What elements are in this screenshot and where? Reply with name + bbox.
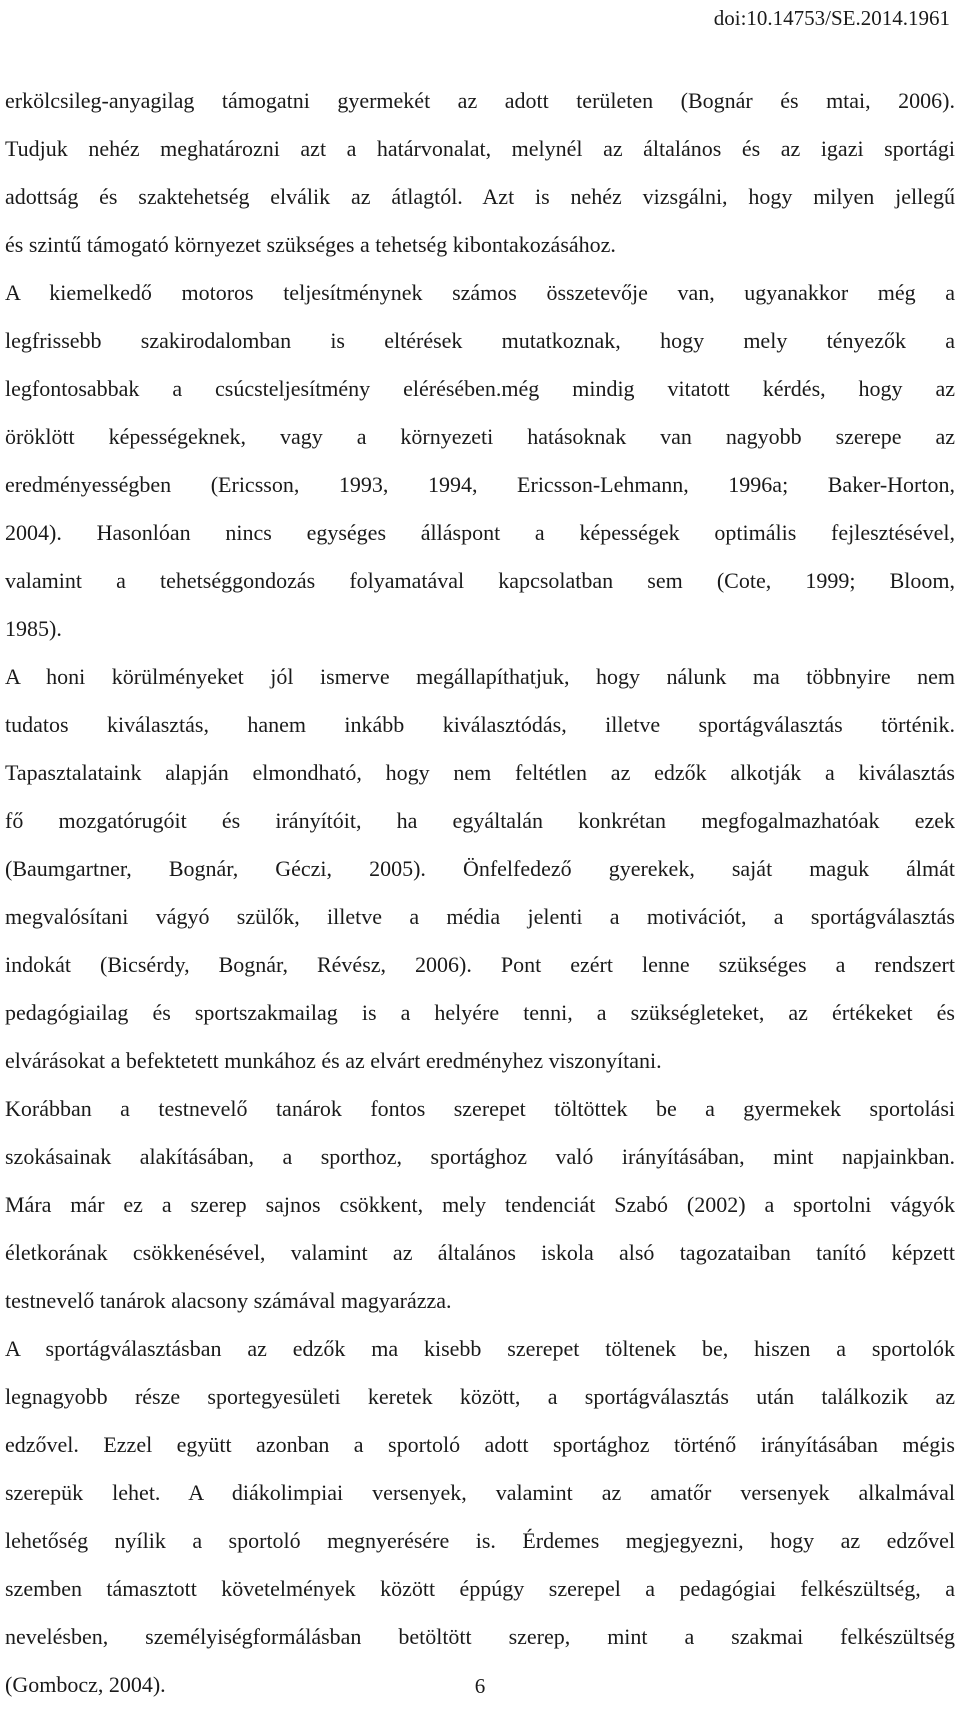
text-line: életkorának csökkenésével, valamint az általános iskola alsó tagozataiban tanító képzett bbox=[5, 1240, 955, 1265]
text-line: (Baumgartner, Bognár, Géczi, 2005). Önfelfedező gyerekek, saját maguk álmát bbox=[5, 856, 955, 881]
text-line: lehetőség nyílik a sportoló megnyerésére is. Érdemes megjegyezni, hogy az edzővel bbox=[5, 1528, 955, 1553]
text-line: nevelésben, személyiségformálásban betöltött szerep, mint a szakmai felkészültség bbox=[5, 1624, 955, 1649]
text-line: legfontosabbak a csúcsteljesítmény elérésében.még mindig vitatott kérdés, hogy az bbox=[5, 376, 955, 401]
text-line: öröklött képességeknek, vagy a környezeti hatásoknak van nagyobb szerepe az bbox=[5, 424, 955, 449]
text-line: valamint a tehetséggondozás folyamatával kapcsolatban sem (Cote, 1999; Bloom, bbox=[5, 568, 955, 593]
page-number: 6 bbox=[474, 1674, 486, 1698]
text-line: elvárásokat a befektetett munkához és az elvárt eredményhez viszonyítani. bbox=[5, 1048, 662, 1073]
text-line: A kiemelkedő motoros teljesítménynek számos összetevője van, ugyanakkor még a bbox=[5, 280, 955, 305]
text-line: szokásainak alakításában, a sporthoz, sportághoz való irányításában, mint napjainkban. bbox=[5, 1144, 955, 1169]
text-line: pedagógiailag és sportszakmailag is a helyére tenni, a szükségleteket, az értékeket és bbox=[5, 1000, 955, 1025]
body-text bbox=[5, 77, 955, 1709]
text-line: 2004). Hasonlóan nincs egységes álláspont a képességek optimális fejlesztésével, bbox=[5, 520, 955, 545]
text-line: erkölcsileg-anyagilag támogatni gyermekét az adott területen (Bognár és mtai, 2006). bbox=[5, 88, 955, 113]
text-line: edzővel. Ezzel együtt azonban a sportoló adott sportághoz történő irányításában mégis bbox=[5, 1432, 955, 1457]
text-line: indokát (Bicsérdy, Bognár, Révész, 2006). Pont ezért lenne szükséges a rendszert bbox=[5, 952, 955, 977]
text-line: és szintű támogató környezet szükséges a tehetség kibontakozásához. bbox=[5, 232, 616, 257]
text-line: Tapasztalataink alapján elmondható, hogy nem feltétlen az edzők alkotják a kiválasztás bbox=[5, 760, 955, 785]
text-line: testnevelő tanárok alacsony számával magyarázza. bbox=[5, 1288, 452, 1313]
text-line: eredményességben (Ericsson, 1993, 1994, Ericsson-Lehmann, 1996a; Baker-Horton, bbox=[5, 472, 955, 497]
text-line: Tudjuk nehéz meghatározni azt a határvonalat, melynél az általános és az igazi sportági bbox=[5, 136, 955, 161]
text-line: Mára már ez a szerep sajnos csökkent, mely tendenciát Szabó (2002) a sportolni vágyók bbox=[5, 1192, 955, 1217]
text-line: adottság és szaktehetség elválik az átlagtól. Azt is nehéz vizsgálni, hogy milyen jellegű bbox=[5, 184, 955, 209]
text-line: legnagyobb része sportegyesületi keretek között, a sportágválasztás után találkozik az bbox=[5, 1384, 955, 1409]
text-line: (Gombocz, 2004). bbox=[5, 1672, 166, 1697]
text-line: Korábban a testnevelő tanárok fontos szerepet töltöttek be a gyermekek sportolási bbox=[5, 1096, 955, 1121]
doi-header: doi:10.14753/SE.2014.1961 bbox=[713, 6, 950, 30]
text-line: A sportágválasztásban az edzők ma kisebb szerepet töltenek be, hiszen a sportolók bbox=[5, 1336, 955, 1361]
text-line: tudatos kiválasztás, hanem inkább kiválasztódás, illetve sportágválasztás történik. bbox=[5, 712, 955, 737]
text-line: legfrissebb szakirodalomban is eltérések mutatkoznak, hogy mely tényezők a bbox=[5, 328, 955, 353]
text-line: szemben támasztott követelmények között éppúgy szerepel a pedagógiai felkészültség, a bbox=[5, 1576, 955, 1601]
text-line: fő mozgatórugóit és irányítóit, ha egyáltalán konkrétan megfogalmazhatóak ezek bbox=[5, 808, 955, 833]
text-line: A honi körülményeket jól ismerve megállapíthatjuk, hogy nálunk ma többnyire nem bbox=[5, 664, 955, 689]
text-line: megvalósítani vágyó szülők, illetve a média jelenti a motivációt, a sportágválasztás bbox=[5, 904, 955, 929]
text-line: 1985). bbox=[5, 616, 62, 641]
text-line: szerepük lehet. A diákolimpiai versenyek, valamint az amatőr versenyek alkalmával bbox=[5, 1480, 955, 1505]
